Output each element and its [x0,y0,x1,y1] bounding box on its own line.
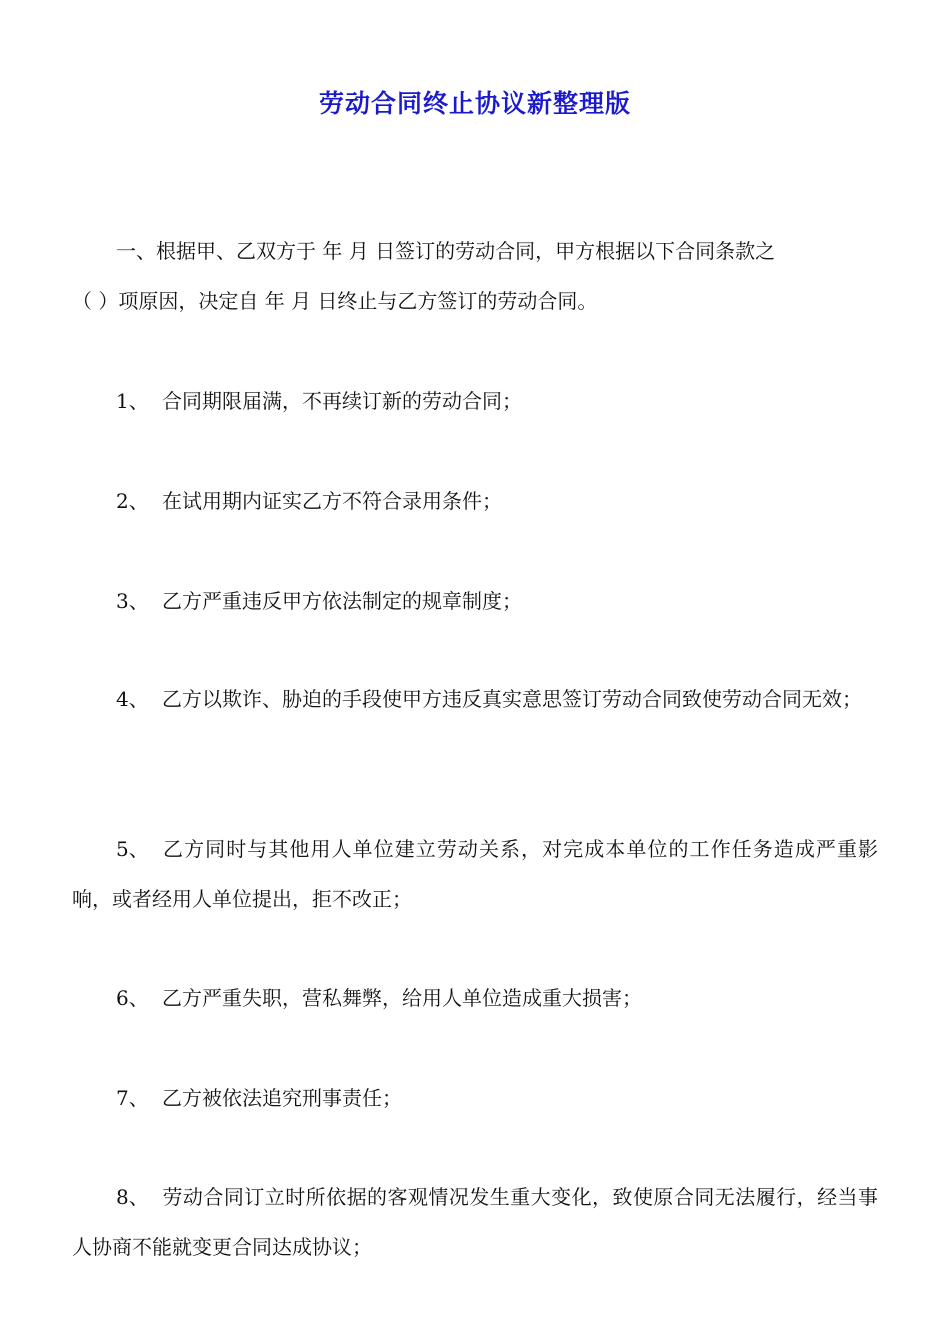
list-item [72,973,878,1023]
item-text: 在试用期内证实乙方不符合录用条件； [162,489,502,513]
list-item [72,576,878,626]
document-title: 劳动合同终止协议新整理版 [318,89,631,118]
item-number: 1、 [116,389,149,413]
list-item [72,376,878,426]
item-number: 6、 [116,986,149,1010]
item-text: 乙方严重违反甲方依法制定的规章制度； [162,589,522,613]
item-text: 乙方以欺诈、胁迫的手段使甲方违反真实意思签订劳动合同致使劳动合同无效； [162,687,862,711]
item-text: 乙方严重失职，营私舞弊，给用人单位造成重大损害； [162,986,642,1010]
item-number: 5、 [116,837,149,861]
item-number: 4、 [116,687,149,711]
item-text: 劳动合同订立时所依据的客观情况发生重大变化，致使原合同无法履行，经当事人协商不能就变更合同达成协议； [72,1185,878,1259]
item-number: 2、 [116,489,149,513]
list-item [72,1172,878,1272]
list-item [72,1073,878,1123]
item-text: 乙方被依法追究刑事责任； [162,1086,402,1110]
list-item [72,674,878,724]
item-number: 8、 [116,1185,149,1209]
list-item [72,476,878,526]
intro-paragraph [72,226,878,326]
list-item [72,824,878,924]
item-number: 3、 [116,589,149,613]
item-text: 乙方同时与其他用人单位建立劳动关系，对完成本单位的工作任务造成严重影响，或者经用人单位提出，拒不改正； [72,837,878,911]
item-text: 合同期限届满，不再续订新的劳动合同； [162,389,522,413]
item-number: 7、 [116,1086,149,1110]
intro-line-1: 一、根据甲、乙双方于 年 月 日签订的劳动合同，甲方根据以下合同条款之 [116,239,776,263]
intro-line-2: （ ）项原因，决定自 年 月 日终止与乙方签订的劳动合同。 [72,289,598,313]
